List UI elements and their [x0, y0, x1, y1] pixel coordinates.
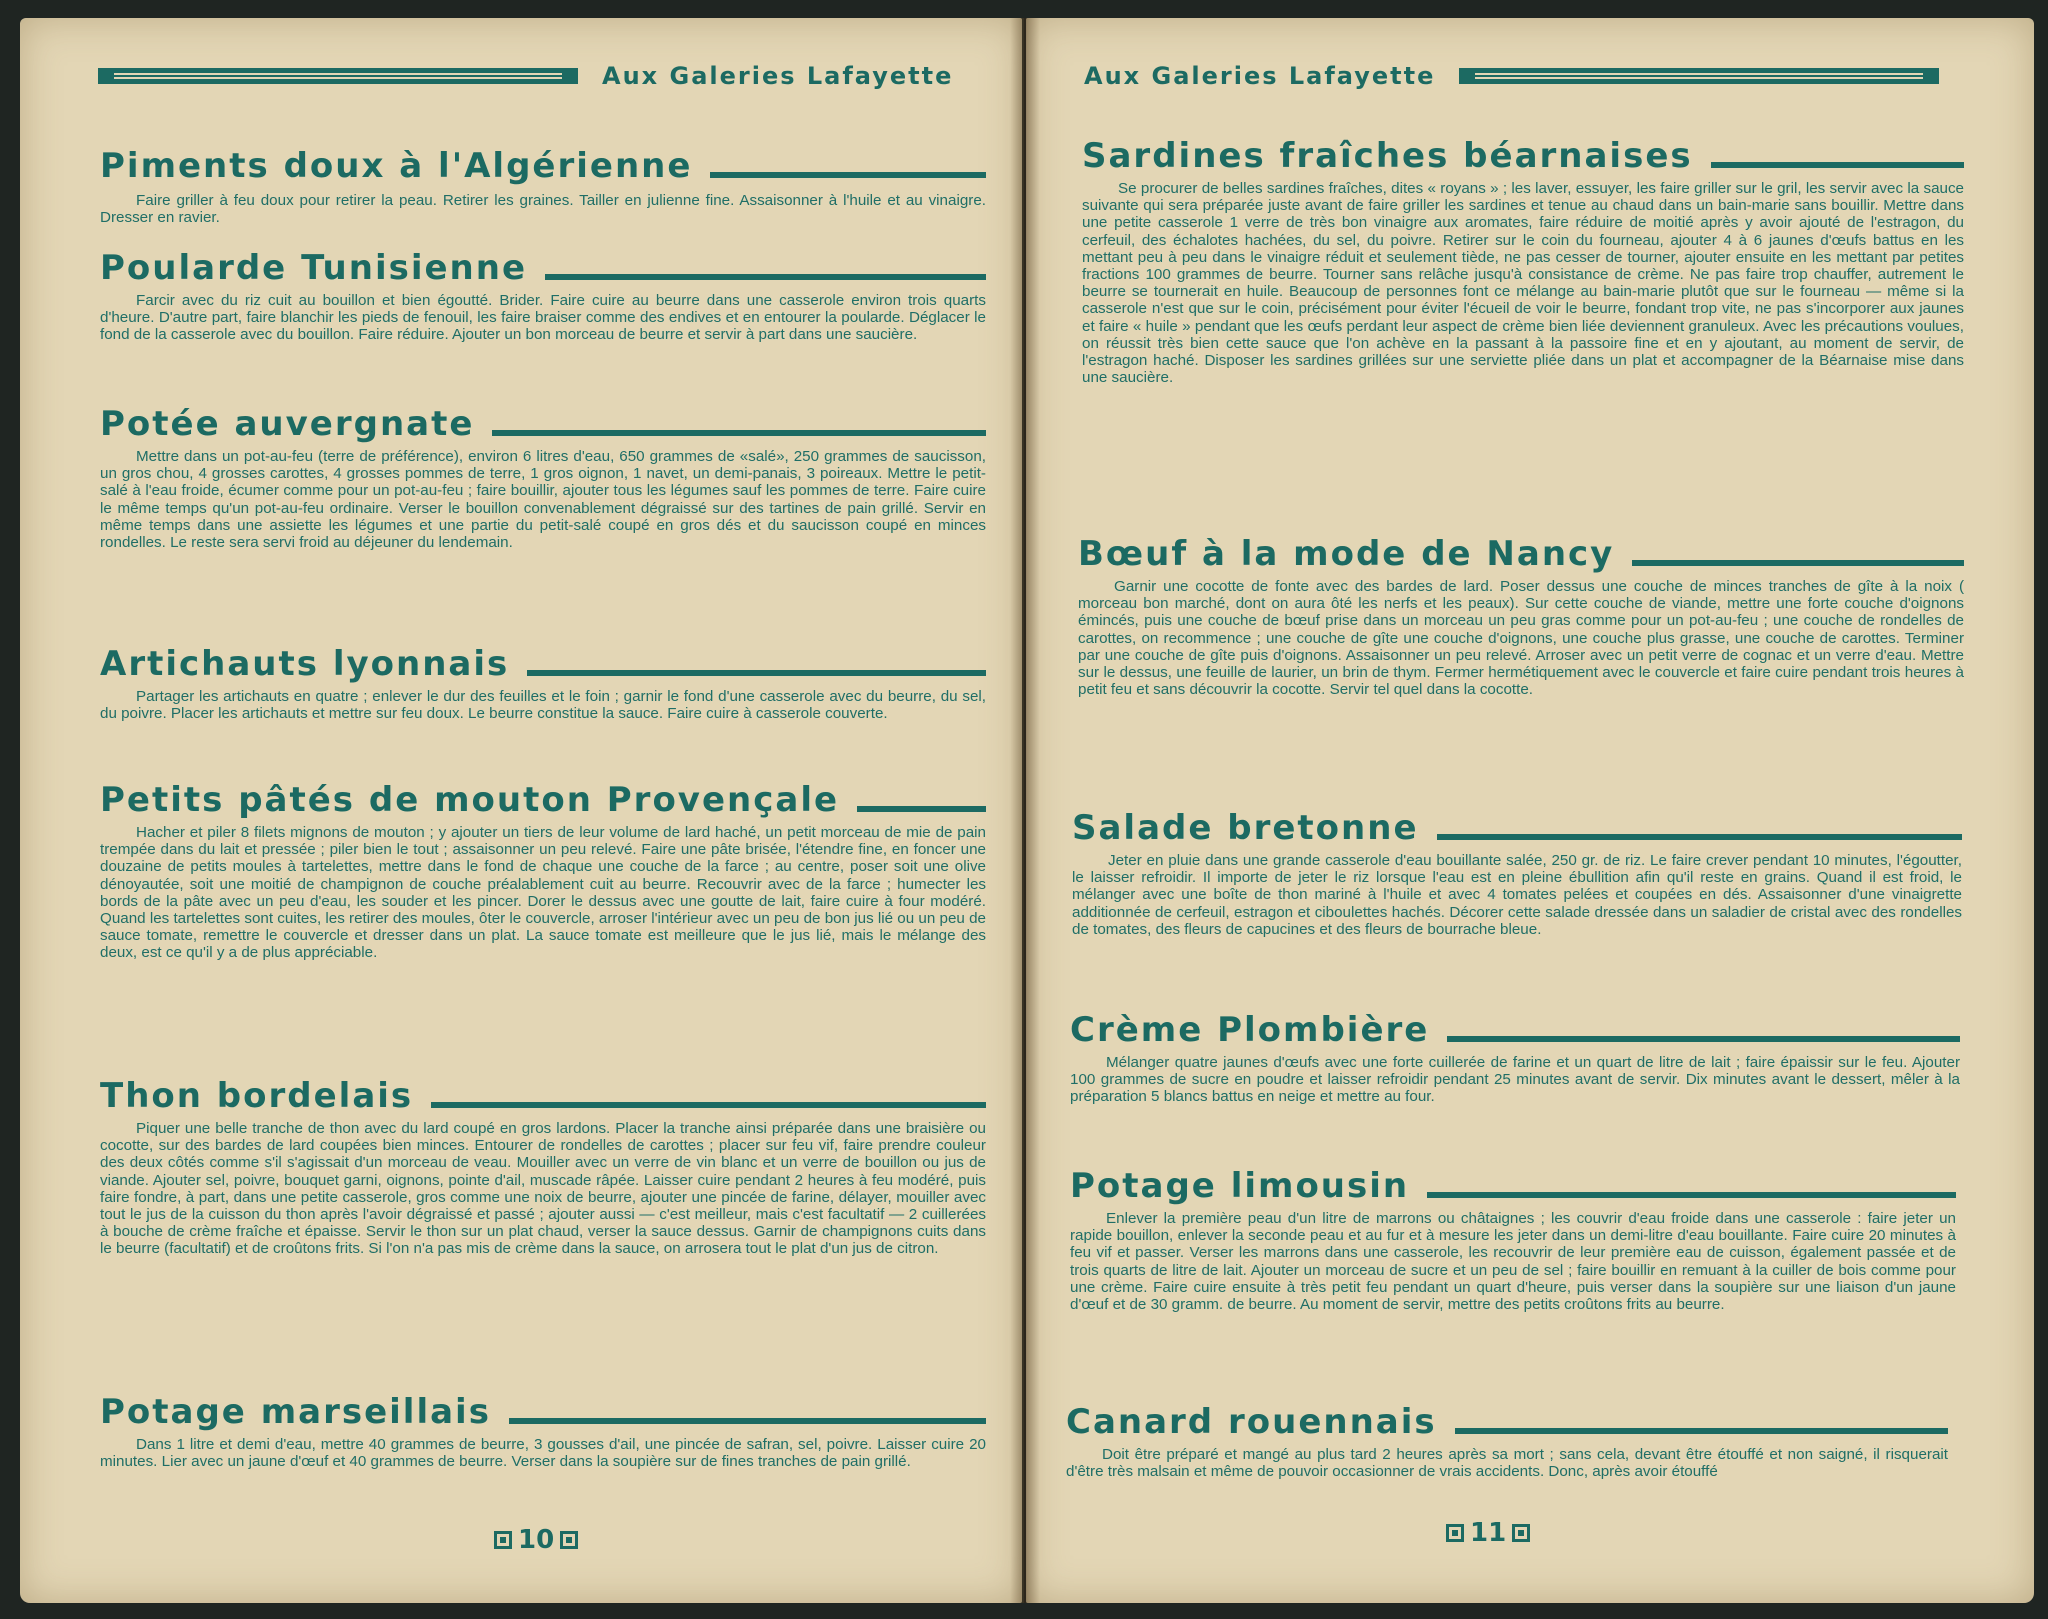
recipe-title: Thon bordelais — [100, 1076, 414, 1116]
right-header-title: Aux Galeries Lafayette — [1084, 62, 1436, 90]
ornament-square — [1923, 68, 1939, 84]
recipe — [1072, 808, 1962, 938]
recipe-text: Dans 1 litre et demi d'eau, mettre 40 grammes de beurre, 3 gousses d'ail, une pincée de safran, sel, poivre. Laisser cuire 20 minutes. Lier avec un jaune d'œuf et 40 grammes de beurre. Verser dans la soupière sur de fines tranches de pain grillé. — [100, 1436, 986, 1471]
recipe-title: Crème Plombière — [1070, 1010, 1430, 1050]
recipe — [100, 1076, 986, 1258]
recipe-text: Se procurer de belles sardines fraîches, dites « royans » ; les laver, essuyer, les faire griller sur le gril, les servir avec la sauce suivante qui sera préparée juste avant de faire griller les sardines et tenue au chaud dans un bain-marie sans bouillir. Mettre dans une petite casserole 1 verre de très bon vinaigre aux aromates, faire réduire de moitié après y avoir ajouté de l'estragon, du cerfeuil, des échalotes hachées, du sel, du poivre. Retirer sur le coin du fourneau, ajouter 4 à 6 jaunes d'œufs battus en les mettant peu à peu dans le vinaigre réduit et seulement tiède, ne pas cesser de tourner, ajouter ensuite en les mettant par petites fractions 100 grammes de beurre. Tourner sans relâche jusqu'à consistance de crème. Ne pas faire trop chauffer, autrement le beurre se tournerait en huile. Beaucoup de personnes font ce mélange au bain-marie plutôt que sur le fourneau — même si la casserole n'est que sur le coin, précisément pour éviter l'écueil de voir le beurre, fondant trop vite, ne pas s'incorporer aux jaunes et faire « huile » pendant que les œufs perdant leur aspect de crème bien liée deviennent granuleux. Avec les précautions voulues, on réussit très bien cette sauce que l'on achève en la passant à la passoire fine et en y ajoutant, au moment de servir, de l'estragon haché. Disposer les sardines grillées sur une serviette pliée dans un plat et accompagner de la Béarnaise mise dans une saucière. — [1082, 180, 1964, 387]
header-ornament-rule — [1459, 68, 1939, 84]
title-rule — [1437, 834, 1962, 840]
ornament-square — [98, 68, 114, 84]
recipe-text: Garnir une cocotte de fonte avec des bardes de lard. Poser dessus une couche de minces tranches de gîte à la noix ( morceau bon marché, dont on aura ôté les nerfs et les peaux). Sur cette couche de viande, mettre une forte couche d'oignons émincés, puis une couche de bœuf prise dans un morceau un peu gras comme pour un pot-au-feu ; une couche de rondelles de carottes, on recommence ; une couche de gîte une couche d'oignons, une couche plus grasse, une couche de carottes. Terminer par une couche de gîte puis d'oignons. Assaisonner un peu relevé. Arroser avec un petit verre de cognac et un verre d'eau. Mettre sur le dessus, une feuille de laurier, un brin de thym. Fermer hermétiquement avec le couvercle et faire cuire pendant trois heures à petit feu et sans découvrir la cocotte. Servir tel quel dans la cocotte. — [1078, 578, 1964, 699]
recipe — [1070, 1166, 1956, 1313]
recipe — [100, 146, 986, 226]
recipe-title: Canard rouennais — [1066, 1402, 1437, 1442]
recipe-title: Potée auvergnate — [100, 404, 475, 444]
recipe-text: Piquer une belle tranche de thon avec du lard coupé en gros lardons. Placer la tranche ainsi préparée dans une braisière ou cocotte, sur des bardes de lard coupées bien minces. Entourer de rondelles de carottes ; placer sur feu vif, faire prendre couleur des deux côtés comme s'il s'agissait d'un morceau de veau. Mouiller avec un verre de vin blanc et un verre de bouillon ou jus de viande. Ajouter sel, poivre, bouquet garni, oignons, pointe d'ail, muscade râpée. Laisser cuire pendant 2 heures à feu modéré, puis faire fondre, à part, dans une petite casserole, gros comme une noix de beurre, ajouter une pincée de farine, délayer, mouiller avec tout le jus de la cuisson du thon après l'avoir dégraissé et passé ; ajouter aussi — c'est meilleur, mais c'est facultatif — 2 cuillerées à bouche de crème fraîche et épaisse. Servir le thon sur un plat chaud, verser la sauce dessus. Garnir de champignons cuits dans le beurre (facultatif) et de croûtons frits. Si l'on n'a pas mis de crème dans la sauce, on arrosera tout le plat d'un jus de citron. — [100, 1120, 986, 1258]
recipe-title: Artichauts lyonnais — [100, 644, 510, 684]
recipe-text: Enlever la première peau d'un litre de marrons ou châtaignes ; les couvrir d'eau froide dans une casserole : faire jeter un rapide bouillon, enlever la seconde peau et au fur et à mesure les jeter dans un demi-litre d'eau bouillante. Faire cuire 20 minutes à feu vif et passer. Verser les marrons dans une casserole, les recouvrir de leur première eau de cuisson, également passée et de trois quarts de litre de lait. Ajouter un morceau de sucre et un peu de sel ; faire bouillir en remuant à la cuiller de bois comme pour une crème. Faire cuire ensuite à très petit feu pendant un quart d'heure, puis verser dans la soupière sur une liaison d'un jaune d'œuf et de 30 gramm. de beurre. Au moment de servir, mettre des petits croûtons frits au beurre. — [1070, 1210, 1956, 1314]
recipe — [1078, 534, 1964, 698]
recipe-text: Farcir avec du riz cuit au bouillon et bien égoutté. Brider. Faire cuire au beurre dans une casserole environ trois quarts d'heure. D'autre part, faire blanchir les pieds de fenouil, les faire braiser comme des endives et en entourer la poularde. Déglacer le fond de la casserole avec du bouillon. Faire réduire. Ajouter un bon morceau de beurre et servir à part dans une saucière. — [100, 292, 986, 344]
recipe-text: Mélanger quatre jaunes d'œufs avec une forte cuillerée de farine et un quart de litre de lait ; faire épaissir sur le feu. Ajouter 100 grammes de sucre en poudre et laisser refroidir pendant 25 minutes avant de servir. Dix minutes avant le dessert, mêler à la préparation 5 blancs battus en neige et mettre au four. — [1070, 1054, 1960, 1106]
title-rule — [1427, 1192, 1956, 1198]
ornament-square — [1459, 68, 1475, 84]
recipe — [100, 1392, 986, 1470]
recipe — [1082, 136, 1964, 386]
left-running-header — [98, 58, 984, 94]
title-rule — [509, 1418, 986, 1424]
title-rule — [1455, 1428, 1948, 1434]
recipe — [100, 644, 986, 722]
recipe — [1066, 1402, 1948, 1480]
right-page-number — [1446, 1518, 1530, 1548]
recipe-title: Bœuf à la mode de Nancy — [1078, 534, 1615, 574]
title-rule — [492, 430, 986, 436]
recipe-text: Hacher et piler 8 filets mignons de mouton ; y ajouter un tiers de leur volume de lard haché, un petit morceau de mie de pain trempée dans du lait et pressée ; piler bien le tout ; assaisonner un peu relevé. Faire une pâte brisée, l'étendre fine, en foncer une douzaine de petits moules à tartelettes, mettre dans le fond de chaque une couche de la farce ; au centre, poser soit une olive dénoyautée, soit une moitié de champignon de couche préalablement cuit au beurre. Recouvrir avec de la farce ; humecter les bords de la pâte avec un peu d'eau, les souder et les pincer. Dorer le dessus avec une goutte de lait, faire cuire à four modéré. Quand les tartelettes sont cuites, les retirer des moules, ôter le couvercle, arroser l'intérieur avec un peu de bon jus lié ou un peu de sauce tomate, remettre le couvercle et dresser dans un plat. La sauce tomate est meilleure que le jus lié, mais le mélange des deux, est ce qu'il y a de plus appréciable. — [100, 824, 986, 962]
page-number: 10 — [518, 1525, 555, 1555]
page-number-ornament — [1512, 1524, 1530, 1542]
recipe-title: Salade bretonne — [1072, 808, 1419, 848]
recipe-title: Petits pâtés de mouton Provençale — [100, 780, 840, 820]
recipe-text: Faire griller à feu doux pour retirer la peau. Retirer les graines. Tailler en julienne fine. Assaisonner à l'huile et au vinaigre. Dresser en ravier. — [100, 192, 986, 227]
recipe-text: Jeter en pluie dans une grande casserole d'eau bouillante salée, 250 gr. de riz. Le faire crever pendant 10 minutes, l'égoutter, le laisser refroidir. Il importe de jeter le riz lorsque l'eau est en pleine ébullition afin qu'il reste en grains. Quand il est froid, le mélanger avec une boîte de thon mariné à l'huile et avec 4 tomates pelées et coupées en dés. Assaisonner d'une vinaigrette additionnée de cerfeuil, estragon et ciboulettes hachés. Décorer cette salade dressée dans un saladier de cristal avec des rondelles de tomates, des fleurs de capucines et des fleurs de bourrache bleue. — [1072, 852, 1962, 938]
book-gutter — [1010, 18, 1040, 1603]
title-rule — [545, 274, 986, 280]
title-rule — [431, 1102, 986, 1108]
recipe-title: Sardines fraîches béarnaises — [1082, 136, 1693, 176]
title-rule — [1711, 162, 1964, 168]
recipe — [100, 404, 986, 551]
left-header-title: Aux Galeries Lafayette — [602, 62, 954, 90]
recipe-title: Potage limousin — [1070, 1166, 1410, 1206]
title-rule — [857, 806, 986, 812]
recipe-title: Potage marseillais — [100, 1392, 491, 1432]
recipe-title: Poularde Tunisienne — [100, 248, 528, 288]
page-number-ornament — [1446, 1524, 1464, 1542]
recipe-title: Piments doux à l'Algérienne — [100, 146, 693, 186]
recipe-text: Mettre dans un pot-au-feu (terre de préférence), environ 6 litres d'eau, 650 grammes de «salé», 250 grammes de saucisson, un gros chou, 4 grosses carottes, 4 grosses pommes de terre, 1 gros oignon, 1 navet, un demi-panais, 3 poireaux. Mettre le petit-salé à l'eau froide, écumer comme pour un pot-au-feu ; faire bouillir, ajouter tous les légumes sauf les pommes de terre. Faire cuire le même temps qu'un pot-au-feu ordinaire. Verser le bouillon convenablement dégraissé sur des tartines de pain grillé. Servir en même temps dans une assiette les légumes et une partie du petit-salé coupé en gros dés et du saucisson coupé en minces rondelles. Le reste sera servi froid au déjeuner du lendemain. — [100, 448, 986, 552]
page-number: 11 — [1470, 1518, 1507, 1548]
title-rule — [527, 670, 986, 676]
page-number-ornament — [494, 1531, 512, 1549]
title-rule — [1632, 560, 1964, 566]
recipe — [1070, 1010, 1960, 1106]
recipe-text: Partager les artichauts en quatre ; enlever le dur des feuilles et le foin ; garnir le fond d'une casserole avec du beurre, du sel, du poivre. Placer les artichauts et mettre sur feu doux. Le beurre constitue la sauce. Faire cuire à casserole couverte. — [100, 688, 986, 723]
recipe — [100, 248, 986, 344]
header-ornament-rule — [98, 68, 578, 84]
title-rule — [1447, 1036, 1960, 1042]
page-number-ornament — [560, 1531, 578, 1549]
recipe — [100, 780, 986, 962]
recipe-text: Doit être préparé et mangé au plus tard 2 heures après sa mort ; sans cela, devant être étouffé et non saigné, il risquerait d'être très malsain et même de pouvoir occasionner de vrais accidents. Donc, après avoir étouffé — [1066, 1446, 1948, 1481]
right-running-header — [1084, 58, 1974, 94]
ornament-square — [562, 68, 578, 84]
left-page-number — [494, 1525, 578, 1555]
title-rule — [710, 172, 986, 178]
